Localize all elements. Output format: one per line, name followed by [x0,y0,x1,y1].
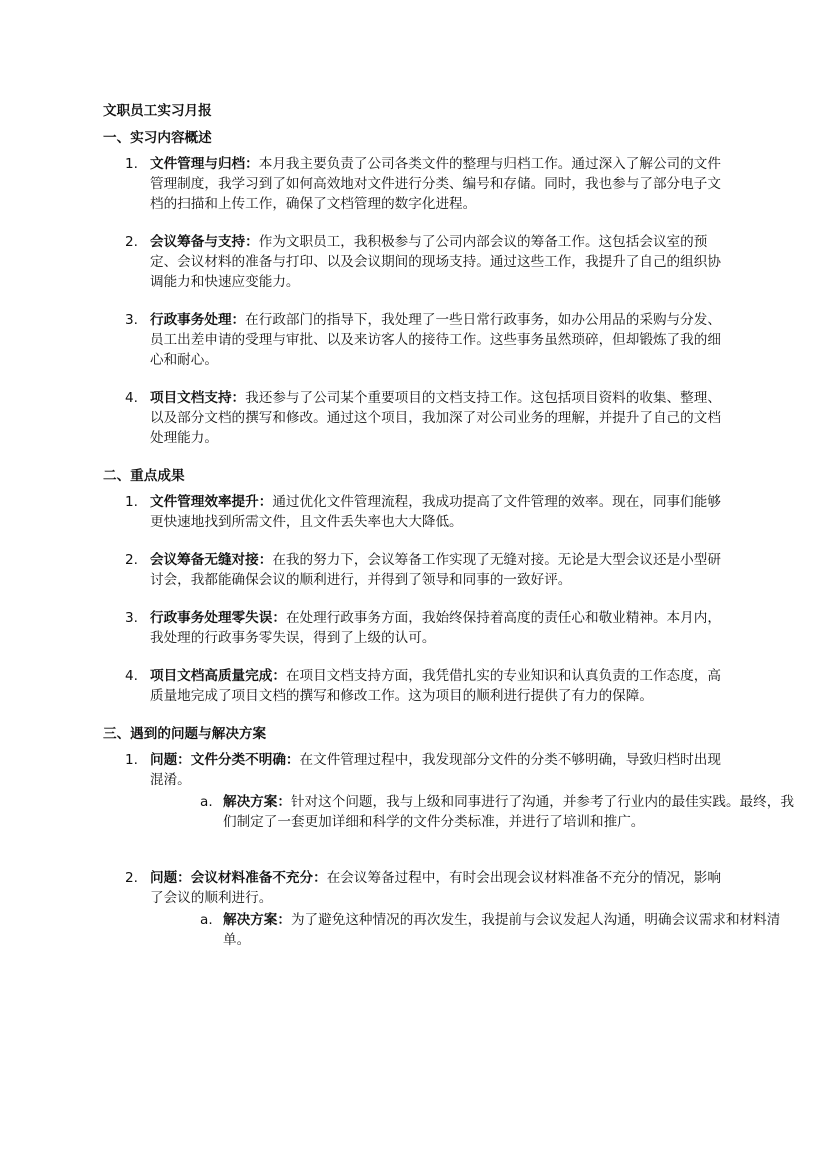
item-number: 1. [125,494,138,510]
item-text: 作为文职员工，我积极参与了公司内部会议的筹备工作。这包括会议室的预定、会议材料的准备与打印、以及会议期间的现场支持。通过这些工作，我提升了自己的组织协调能力和快速应变能力。 [150,234,721,290]
item-label: 文件管理效率提升： [150,494,273,510]
item-number: 3. [125,610,138,626]
list-item [103,666,732,706]
sub-item-text: 针对这个问题，我与上级和同事进行了沟通，并参考了行业内的最佳实践。最终，我们制定了一套更加详细和科学的文件分类标准，并进行了培训和推广。 [223,794,794,830]
item-label: 文件管理与归档： [150,156,259,172]
list-item [103,154,732,214]
item-number: 4. [125,668,138,684]
document-body [103,128,794,950]
item-text: 在行政部门的指导下，我处理了一些日常行政事务，如办公用品的采购与分发、员工出差申请的受理与审批、以及来访客人的接待工作。这些事务虽然琐碎，但却锻炼了我的细心和耐心。 [150,312,721,368]
item-number: 1. [125,156,138,172]
item-text: 我还参与了公司某个重要项目的文档支持工作。这包括项目资料的收集、整理、以及部分文档的撰写和修改。通过这个项目，我加深了对公司业务的理解，并提升了自己的文档处理能力。 [150,390,721,446]
sub-item-number: a. [200,794,213,810]
list-item [103,492,732,532]
item-label: 问题：会议材料准备不充分： [150,870,327,886]
sub-item-text: 为了避免这种情况的再次发生，我提前与会议发起人沟通，明确会议需求和材料清单。 [223,912,781,948]
item-number: 2. [125,234,138,250]
sub-item-label: 解决方案： [223,912,291,928]
section-heading: 三、遇到的问题与解决方案 [103,726,267,742]
sub-item [103,792,805,832]
list-item [103,868,781,950]
item-number: 3. [125,312,138,328]
item-text: 在文件管理过程中，我发现部分文件的分类不够明确，导致归档时出现混淆。 [150,752,721,788]
sub-item [103,910,805,950]
item-label: 行政事务处理： [150,312,246,328]
item-text: 本月我主要负责了公司各类文件的整理与归档工作。通过深入了解公司的文件管理制度，我学习到了如何高效地对文件进行分类、编号和存储。同时，我也参与了部分电子文档的扫描和上传工作，确保了文档管理的数字化进程。 [150,156,721,212]
sub-item-number: a. [200,912,213,928]
item-text: 在处理行政事务方面，我始终保持着高度的责任心和敬业精神。本月内，我处理的行政事务零失误，得到了上级的认可。 [150,610,721,646]
item-number: 2. [125,870,138,886]
list-item [103,608,732,648]
section-list [103,750,794,950]
list-item [103,232,732,292]
list-item [103,388,732,448]
item-label: 问题：文件分类不明确： [150,752,300,768]
item-label: 会议筹备与支持： [150,234,259,250]
sub-item-label: 解决方案： [223,794,291,810]
list-item [103,310,732,370]
item-label: 项目文档高质量完成： [150,668,286,684]
list-item [103,550,732,590]
item-number: 4. [125,390,138,406]
item-number: 1. [125,752,138,768]
item-text: 在我的努力下，会议筹备工作实现了无缝对接。无论是大型会议还是小型研讨会，我都能确保会议的顺利进行，并得到了领导和同事的一致好评。 [150,552,721,588]
item-label: 项目文档支持： [150,390,246,406]
item-text: 在项目文档支持方面，我凭借扎实的专业知识和认真负责的工作态度，高质量地完成了项目文档的撰写和修改工作。这为项目的顺利进行提供了有力的保障。 [150,668,721,704]
section-list [103,154,743,448]
item-label: 行政事务处理零失误： [150,610,286,626]
document-page [103,101,794,968]
item-number: 2. [125,552,138,568]
section-heading: 二、重点成果 [103,468,185,484]
list-item [103,750,794,832]
section-list [103,492,743,706]
section-heading: 一、实习内容概述 [103,130,212,146]
document-title: 文职员工实习月报 [103,103,212,119]
item-text: 在会议筹备过程中，有时会出现会议材料准备不充分的情况，影响了会议的顺利进行。 [150,870,721,906]
item-text: 通过优化文件管理流程，我成功提高了文件管理的效率。现在，同事们能够更快速地找到所需文件，且文件丢失率也大大降低。 [150,494,721,530]
item-label: 会议筹备无缝对接： [150,552,273,568]
